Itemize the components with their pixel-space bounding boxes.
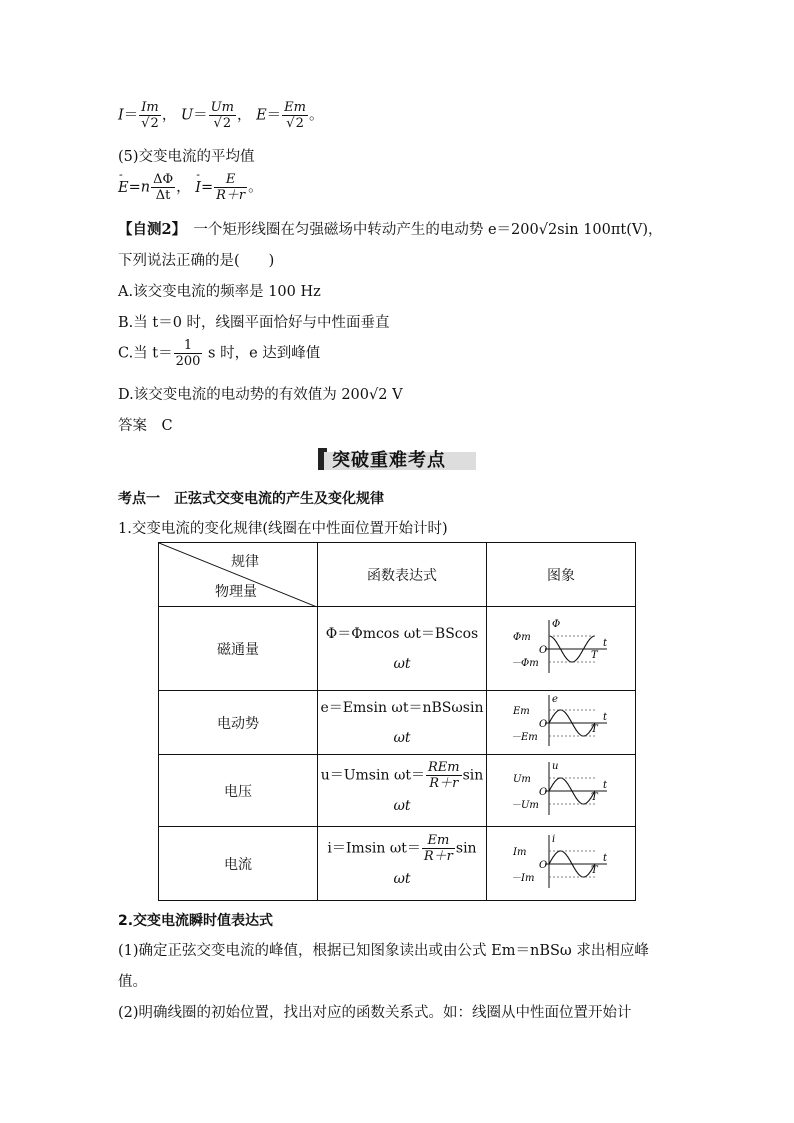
average-formula: - E=n $\frac{\Delta\Phi}{\Delta t}$ ， - I= $\frac{E}{R+r}$ 。 [118, 172, 263, 203]
graph-t-label: t [603, 711, 608, 723]
row-graph [487, 827, 636, 901]
header-rule: 规律 [231, 554, 259, 570]
row-expression: u＝Umsin ωt＝ $\frac{\text{REm}}{R+r}$ sin ωt [318, 755, 487, 827]
graph-origin-label: O [539, 644, 548, 656]
flux-graph [511, 617, 611, 677]
row-name: 磁通量 [159, 607, 318, 691]
row-name: 电流 [159, 827, 318, 901]
graph-y-label: e [552, 693, 558, 705]
graph-neg-label: －Em [511, 731, 538, 743]
graph-neg-label: －Im [511, 872, 535, 884]
row-expression: e＝Emsin ωt＝nBSωsin ωt [318, 691, 487, 755]
subheading-1: 1.交变电流的变化规律(线圈在中性面位置开始计时) [118, 521, 448, 537]
option-a: A.该交变电流的频率是 100 Hz [118, 284, 321, 300]
graph-y-label: u [552, 760, 559, 772]
average-heading: (5)交变电流的平均值 [118, 149, 255, 165]
graph-neg-label: －Um [511, 799, 539, 811]
diagonal-header-cell [159, 543, 318, 607]
row-graph [487, 607, 636, 691]
header-quantity: 物理量 [215, 584, 257, 600]
current-graph [511, 832, 611, 892]
question-stem: 【自测2】 一个矩形线圈在匀强磁场中转动产生的电动势 e＝200√2sin 100πt(V)， [118, 221, 663, 238]
graph-period-label: T [591, 791, 598, 803]
option-b: B.当 t＝0 时，线圈平面恰好与中性面垂直 [118, 315, 390, 331]
row-graph [487, 755, 636, 827]
graph-peak-label: Φm [513, 631, 531, 643]
paragraph-1a: (1)确定正弦交变电流的峰值，根据已知图象读出或由公式 Em＝nBSω 求出相应峰 [118, 943, 649, 959]
graph-period-label: T [591, 864, 598, 876]
subheading-2: 2.交变电流瞬时值表达式 [118, 913, 274, 929]
graph-peak-label: Um [513, 773, 531, 785]
row-name: 电压 [159, 755, 318, 827]
header-expression: 函数表达式 [318, 543, 487, 607]
paragraph-1b: 值。 [118, 974, 147, 990]
graph-t-label: t [603, 779, 608, 791]
kaodian-title: 考点一 正弦式交变电流的产生及变化规律 [118, 491, 384, 507]
emf-graph [511, 692, 611, 750]
graph-y-label: Φ [552, 618, 561, 630]
graph-origin-label: O [539, 718, 548, 730]
question-tag: 【自测2】 [118, 221, 179, 238]
row-name: 电动势 [159, 691, 318, 755]
graph-t-label: t [603, 637, 608, 649]
graph-y-label: i [552, 833, 556, 845]
option-c: C.当 t＝ $\frac{1}{200}$ s 时，e 达到峰值 [118, 338, 321, 369]
row-expression: i＝Imsin ωt＝ $\frac{Em}{R+r}$ sin ωt [318, 827, 487, 901]
graph-neg-label: －Φm [511, 657, 539, 669]
option-d: D.该交变电流的电动势的有效值为 200√2 V [118, 387, 403, 403]
answer: 答案 C [118, 418, 173, 434]
graph-period-label: T [591, 649, 598, 661]
graph-origin-label: O [539, 786, 548, 798]
header-graph: 图象 [487, 543, 636, 607]
graph-peak-label: Im [513, 846, 527, 858]
graph-period-label: T [591, 723, 598, 735]
rules-table [158, 542, 636, 901]
effective-values-line: I＝ $\frac{Im}{√2}$ ， U＝ $\frac{Um}{√2}$ ， E＝ $\frac{Em}{√2}$ 。 [118, 100, 324, 131]
row-expression: Φ＝Φmcos ωt＝BScos ωt [318, 607, 487, 691]
voltage-graph [511, 759, 611, 819]
graph-origin-label: O [539, 859, 548, 871]
paragraph-2: (2)明确线圈的初始位置，找出对应的函数关系式。如：线圈从中性面位置开始计 [118, 1005, 632, 1021]
question-stem-2: 下列说法正确的是( ) [118, 253, 275, 269]
graph-t-label: t [603, 852, 608, 864]
graph-peak-label: Em [513, 705, 530, 717]
row-graph [487, 691, 636, 755]
section-title: 突破重难考点 [318, 446, 476, 470]
